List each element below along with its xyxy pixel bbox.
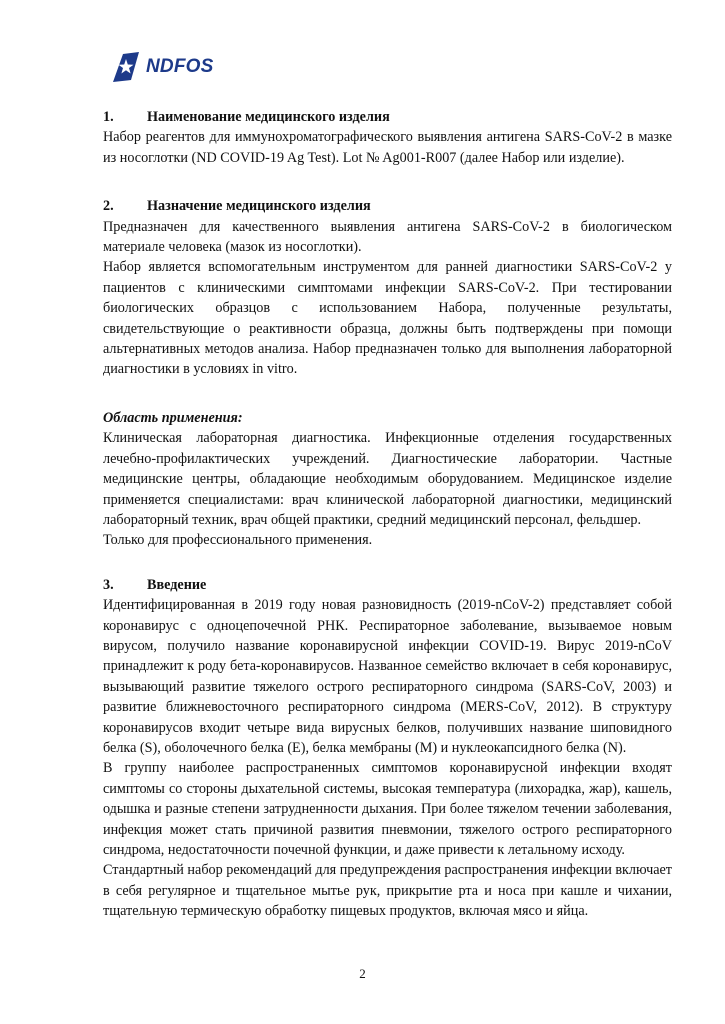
section-1-heading xyxy=(103,107,672,127)
section-2-paragraph-2: Набор является вспомогательным инструментом для ранней диагностики SARS-CoV-2 у пациентов с клиническими симптомами инфекции SARS-CoV-2. При тестировании биологических образцов с использованием Набора, полученные результаты, свидетельствующие о реактивности образца, должны быть подтверждены при помощи альтернативных методов анализа. Набор предназначен только для выполнения лабораторной диагностики в условиях in vitro. xyxy=(103,259,672,378)
logo-text: NDFOS xyxy=(146,56,214,77)
section-2-paragraph-1: Предназначен для качественного выявления антигена SARS-CoV-2 в биологическом материале человека (мазок из носоглотки). xyxy=(103,218,672,256)
company-logo xyxy=(109,50,214,84)
scope-paragraph-2: Только для профессионального применения. xyxy=(103,532,373,549)
section-2-title: Назначение медицинского изделия xyxy=(147,198,371,215)
section-1-title: Наименование медицинского изделия xyxy=(147,109,390,125)
section-2-number: 2. xyxy=(103,198,114,215)
section-3-paragraph-1: Идентифицированная в 2019 году новая разновидность (2019-nCoV-2) представляет собой коронавирус с одноцепочечной РНК. Респираторное заболевание, вызываемое новым вирусом, получило название коронавирусной инфекции COVID-19. Вирус 2019-nCoV принадлежит к роду бета-коронавирусов. Названное семейство включает в себя коронавирус, вызывающий развитие тяжелого острого респираторного синдрома (SARS-CoV, 2003) и развитие ближневосточного респираторного синдрома (MERS-CoV, 2012). В структуру коронавирусов входит четыре вида вирусных белков, получивших название шиповидного белка (S), оболочечного белка (E), белка мембраны (M) и нуклеокапсидного белка (N). xyxy=(103,597,672,756)
section-1-paragraph-1: Набор реагентов для иммунохроматографического выявления антигена SARS-CoV-2 в мазке из носоглотки (ND COVID-19 Ag Test). Lot № Ag001-R007 (далее Набор или изделие). xyxy=(103,129,672,166)
section-3-number: 3. xyxy=(103,576,114,593)
section-3-paragraph-2: В группу наиболее распространенных симптомов коронавирусной инфекции входят симптомы со стороны дыхательной системы, высокая температура (лихорадка, жар), кашель, одышка и разные степени затрудненности дыхания. При более тяжелом течении заболевания, инфекция может стать причиной развития пневмонии, тяжелого острого респираторного синдрома, недостаточности почечной функции, и даже привести к летальному исходу. xyxy=(103,760,672,858)
scope-paragraph-1: Клиническая лабораторная диагностика. Инфекционные отделения государственных лечебно-профилактических учреждений. Диагностические лаборатории. Частные медицинские центры, обладающие необходимым оборудованием. Медицинское изделие применяется специалистами: врач клинической лабораторной диагностики, медицинский лабораторный техник, врач общей практики, средний медицинский персонал, фельдшер. xyxy=(103,430,672,528)
section-3-heading xyxy=(103,575,672,595)
scope-title: Область применения: xyxy=(103,409,243,426)
page-number: 2 xyxy=(359,966,366,981)
section-2-heading xyxy=(103,196,672,216)
section-3-paragraph-3: Стандартный набор рекомендаций для предупреждения распространения инфекции включает в себя регулярное и тщательное мытье рук, прикрытие рта и носа при кашле и чихании, тщательную термическую обработку пищевых продуктов, включая мясо и яйца. xyxy=(103,862,672,920)
section-1-number: 1. xyxy=(103,109,114,125)
document-body xyxy=(103,107,672,922)
section-3-title: Введение xyxy=(147,576,207,593)
ndfos-star-icon xyxy=(109,50,143,84)
